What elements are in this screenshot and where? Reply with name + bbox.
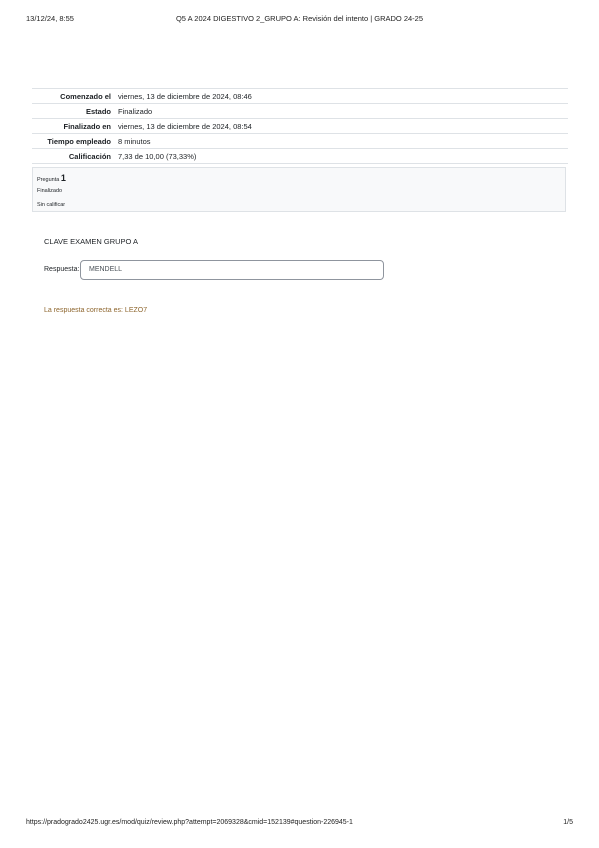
summary-row-started bbox=[32, 89, 568, 104]
summary-row-grade bbox=[32, 149, 568, 164]
summary-label: Finalizado en bbox=[32, 119, 118, 134]
question-label: Pregunta bbox=[37, 177, 60, 183]
print-footer bbox=[26, 819, 573, 831]
question-number-value: 1 bbox=[60, 173, 66, 183]
summary-label: Comenzado el bbox=[32, 89, 118, 104]
question-info-box bbox=[32, 167, 566, 212]
print-title: Q5 A 2024 DIGESTIVO 2_GRUPO A: Revisión del intento | GRADO 24-25 bbox=[175, 14, 424, 23]
question-number bbox=[37, 173, 561, 184]
correct-answer-feedback: La respuesta correcta es: LEZO7 bbox=[44, 307, 148, 314]
summary-value: 7,33 de 10,00 (73,33%) bbox=[118, 149, 568, 164]
print-header bbox=[26, 14, 573, 26]
print-date: 13/12/24, 8:55 bbox=[26, 14, 74, 23]
attempt-summary-table bbox=[32, 88, 568, 164]
answer-label: Respuesta: bbox=[44, 266, 80, 273]
summary-value: viernes, 13 de diciembre de 2024, 08:54 bbox=[118, 119, 568, 134]
summary-label: Estado bbox=[32, 104, 118, 119]
summary-value: Finalizado bbox=[118, 104, 568, 119]
summary-row-finished bbox=[32, 119, 568, 134]
summary-label: Calificación bbox=[32, 149, 118, 164]
question-state: Finalizado bbox=[37, 188, 63, 194]
summary-value: 8 minutos bbox=[118, 134, 568, 149]
summary-label: Tiempo empleado bbox=[32, 134, 118, 149]
print-url: https://pradogrado2425.ugr.es/mod/quiz/review.php?attempt=2069328&cmid=152139#question-226945-1 bbox=[26, 819, 353, 826]
summary-row-time-taken bbox=[32, 134, 568, 149]
summary-value: viernes, 13 de diciembre de 2024, 08:46 bbox=[118, 89, 568, 104]
question-text: CLAVE EXAMEN GRUPO A bbox=[44, 237, 139, 246]
answer-input[interactable]: MENDELL bbox=[80, 260, 384, 280]
question-grade: Sin calificar bbox=[37, 202, 66, 208]
summary-row-state bbox=[32, 104, 568, 119]
page-number: 1/5 bbox=[563, 819, 573, 826]
